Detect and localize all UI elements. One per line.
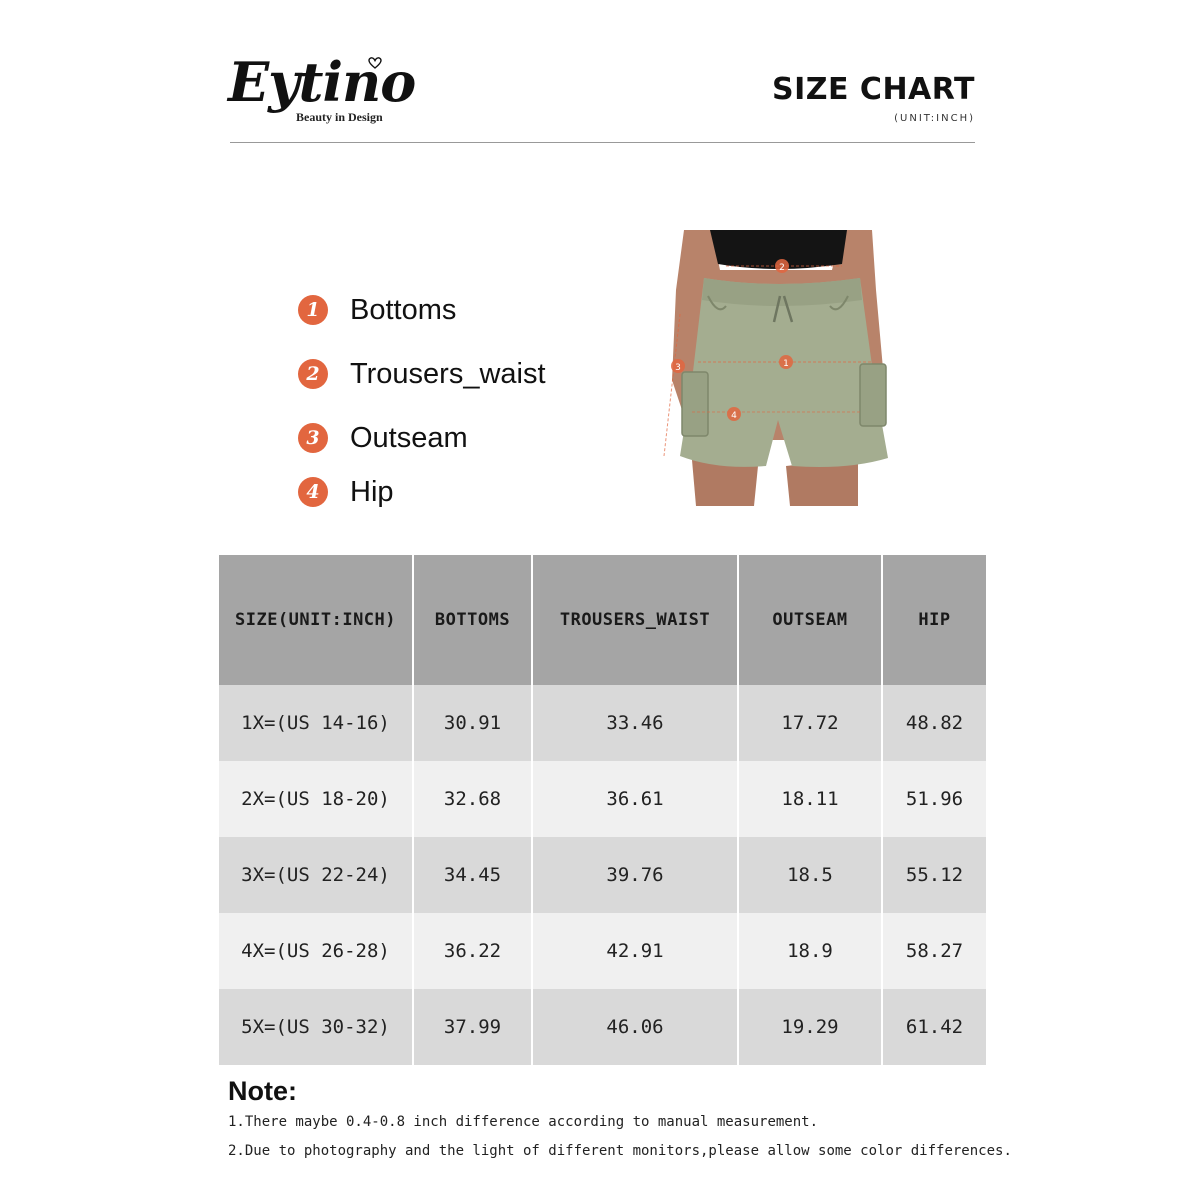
legend-label: Hip: [350, 476, 394, 508]
brand-logo: [228, 50, 428, 140]
marker-1: [779, 355, 793, 369]
number-badge: 4: [298, 477, 328, 507]
hip-cell: 51.96: [883, 761, 986, 837]
hip-cell: 48.82: [883, 685, 986, 761]
trousers-waist-cell: 36.61: [533, 761, 737, 837]
table-row: [219, 837, 986, 913]
bottoms-cell: 32.68: [414, 761, 531, 837]
marker-label: 1: [783, 359, 789, 369]
product-photo: [662, 230, 890, 506]
header-hip: HIP: [883, 555, 986, 685]
marker-label: 3: [675, 363, 681, 373]
bottoms-cell: 30.91: [414, 685, 531, 761]
hip-cell: 58.27: [883, 913, 986, 989]
size-cell: 1X=(US 14-16): [219, 685, 412, 761]
heart-icon: [368, 56, 382, 70]
header-outseam: OUTSEAM: [739, 555, 881, 685]
brand-tagline: Beauty in Design: [296, 110, 383, 124]
header-trousers-waist: TROUSERS_WAIST: [533, 555, 737, 685]
size-cell: 4X=(US 26-28): [219, 913, 412, 989]
size-cell: 3X=(US 22-24): [219, 837, 412, 913]
legend-label: Bottoms: [350, 294, 457, 326]
bottoms-cell: 37.99: [414, 989, 531, 1065]
outseam-cell: 18.11: [739, 761, 881, 837]
bottoms-cell: 36.22: [414, 913, 531, 989]
marker-4: [727, 407, 741, 421]
outseam-cell: 18.9: [739, 913, 881, 989]
hip-cell: 61.42: [883, 989, 986, 1065]
outseam-cell: 17.72: [739, 685, 881, 761]
table-row: [219, 761, 986, 837]
header-divider: [230, 142, 975, 143]
trousers-waist-cell: 33.46: [533, 685, 737, 761]
table-row: [219, 685, 986, 761]
marker-3: [671, 359, 685, 373]
legend-label: Outseam: [350, 422, 468, 454]
note-line-1: 1.There maybe 0.4-0.8 inch difference according to manual measurement.: [228, 1114, 819, 1130]
trousers-waist-cell: 39.76: [533, 837, 737, 913]
note-line-2: 2.Due to photography and the light of different monitors,please allow some color differences.: [228, 1143, 1012, 1159]
shorts: [680, 278, 888, 467]
hip-cell: 55.12: [883, 837, 986, 913]
header-bottoms: BOTTOMS: [414, 555, 531, 685]
brand-name: Eytino: [228, 50, 416, 114]
outseam-cell: 19.29: [739, 989, 881, 1065]
page-title: SIZE CHART: [771, 72, 975, 107]
marker-2: [775, 259, 789, 273]
marker-label: 2: [779, 263, 785, 273]
bottoms-cell: 34.45: [414, 837, 531, 913]
size-cell: 5X=(US 30-32): [219, 989, 412, 1065]
outseam-cell: 18.5: [739, 837, 881, 913]
trousers-waist-cell: 42.91: [533, 913, 737, 989]
marker-label: 4: [731, 411, 737, 421]
note-title: Note:: [228, 1076, 297, 1106]
number-badge: 1: [298, 295, 328, 325]
trousers-waist-cell: 46.06: [533, 989, 737, 1065]
header-size: SIZE(UNIT:INCH): [219, 555, 412, 685]
table-header-row: [219, 555, 986, 685]
table-row: [219, 913, 986, 989]
number-badge: 3: [298, 423, 328, 453]
size-cell: 2X=(US 18-20): [219, 761, 412, 837]
number-badge: 2: [298, 359, 328, 389]
size-table: [217, 555, 988, 1065]
legend-label: Trousers_waist: [350, 358, 546, 390]
table-row: [219, 989, 986, 1065]
unit-caption: (UNIT:INCH): [894, 113, 975, 124]
